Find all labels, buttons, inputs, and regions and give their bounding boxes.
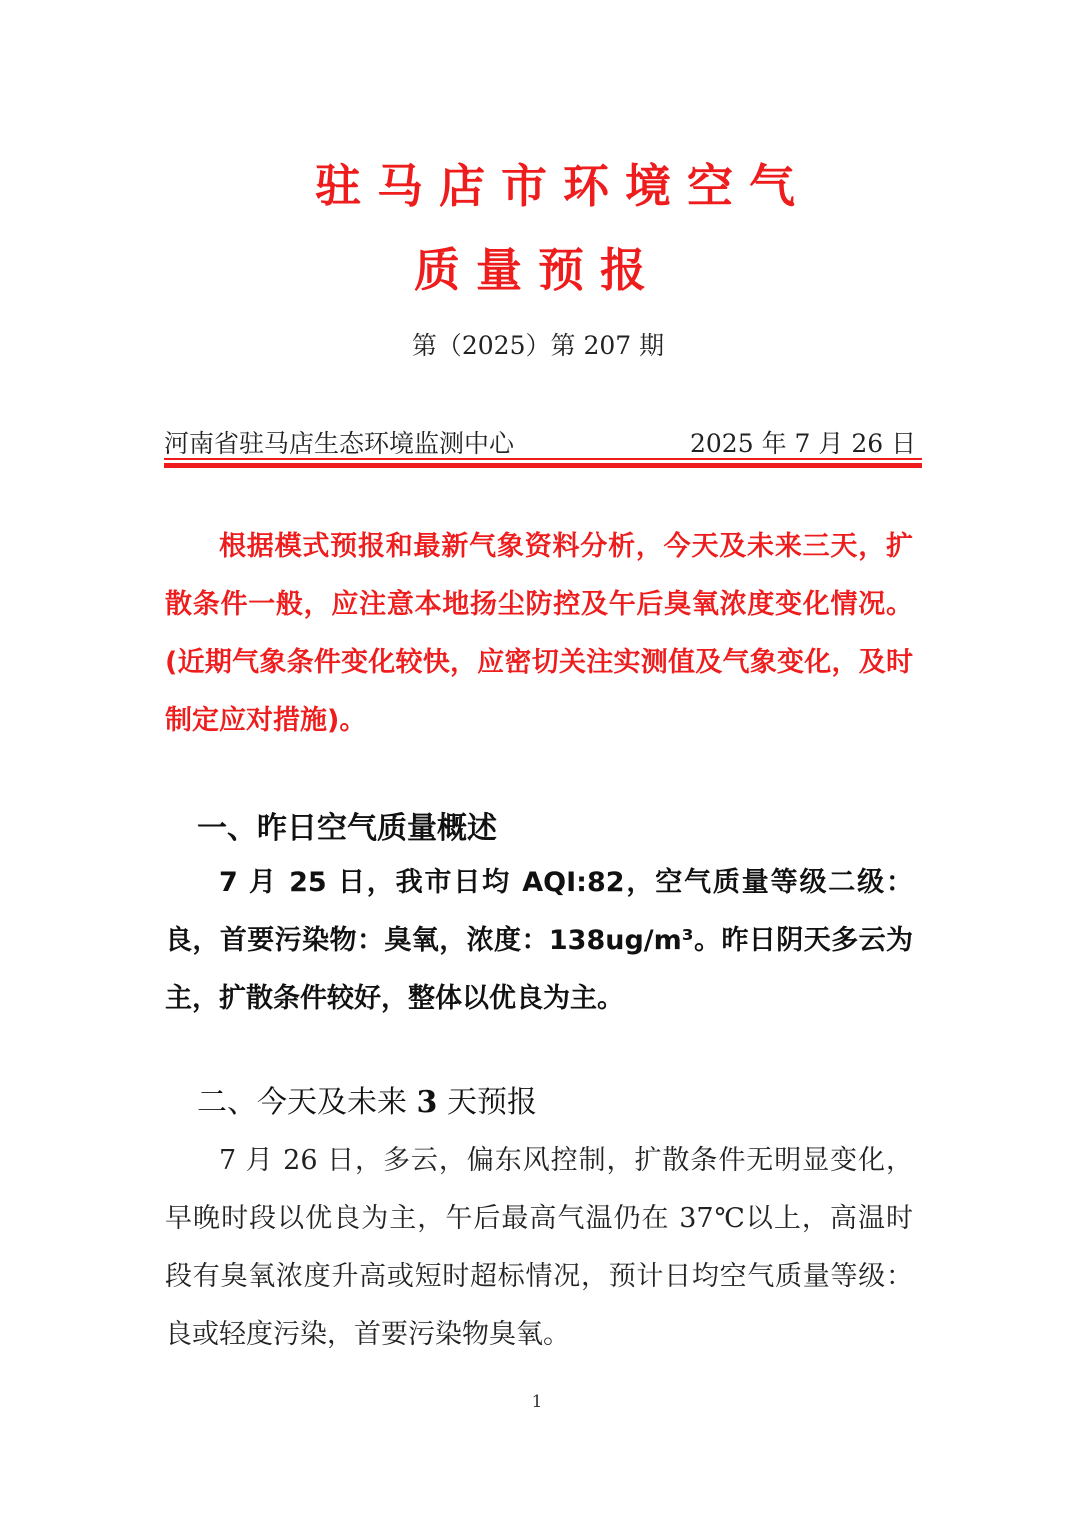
section-2-heading-prefix: 二、今天及未来 bbox=[197, 1085, 417, 1120]
section-2-heading bbox=[197, 1077, 537, 1121]
issue-date: 2025 年 7 月 26 日 bbox=[690, 429, 917, 458]
issue-number: 第（2025）第 207 期 bbox=[411, 331, 665, 360]
forecast-summary: 根据模式预报和最新气象资料分析，今天及未来三天，扩散条件一般，应注意本地扬尘防控及午后臭氧浓度变化情况。(近期气象条件变化较快，应密切关注实测值及气象变化，及时制定应对措施)。 bbox=[165, 531, 913, 736]
section-1-body: 7 月 25 日，我市日均 AQI:82，空气质量等级二级：良，首要污染物：臭氧，浓度：138ug/m³。昨日阴天多云为主，扩散条件较好，整体以优良为主。 bbox=[165, 867, 913, 1014]
section-2-body: 7 月 26 日，多云，偏东风控制，扩散条件无明显变化，早晚时段以优良为主，午后最高气温仍在 37℃以上，高温时段有臭氧浓度升高或短时超标情况，预计日均空气质量等级：良或轻度污染，首要污染物臭氧。 bbox=[165, 1145, 913, 1350]
header-divider-thick bbox=[164, 463, 922, 468]
section-2-heading-suffix: 天预报 bbox=[437, 1085, 537, 1120]
page-number: 1 bbox=[531, 1392, 543, 1412]
header-divider-thin bbox=[164, 458, 922, 460]
issuer-row bbox=[164, 424, 917, 458]
issuer-name: 河南省驻马店生态环境监测中心 bbox=[164, 429, 515, 458]
section-1-heading: 一、昨日空气质量概述 bbox=[197, 811, 497, 846]
section-2-heading-number: 3 bbox=[416, 1085, 438, 1120]
document-title-line-1: 驻马店市环境空气 bbox=[315, 159, 811, 213]
document-title-line-2: 质量预报 bbox=[414, 243, 662, 297]
